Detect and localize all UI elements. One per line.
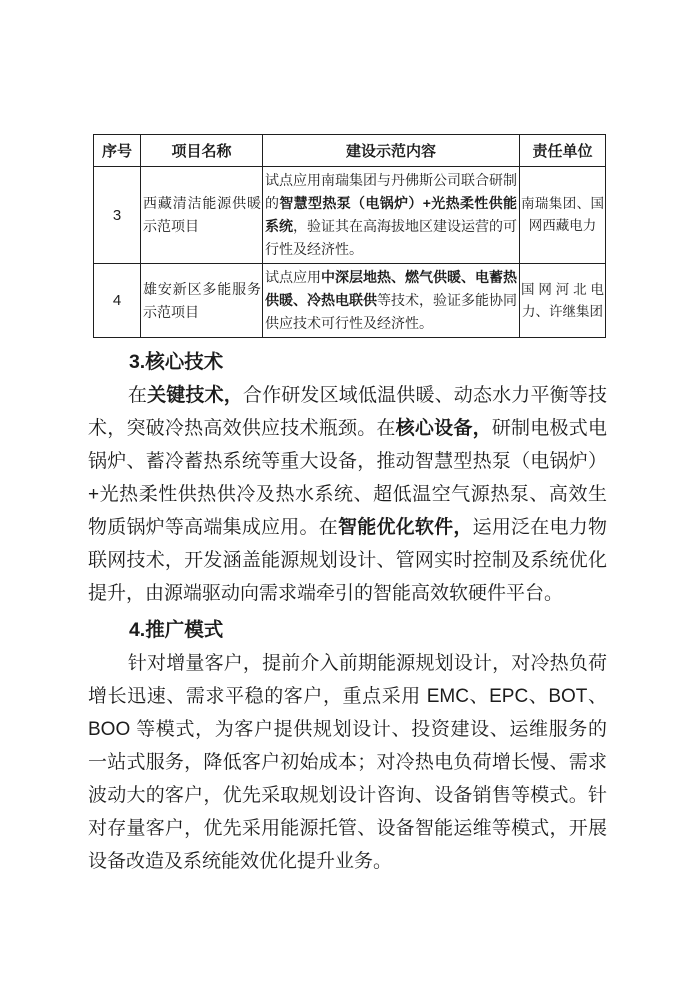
row3-demo-content: 试点应用南瑞集团与丹佛斯公司联合研制的智慧型热泵（电锅炉）+光热柔性供能系统，验证其在高海拔地区建设运营的可行性及经济性。	[263, 167, 520, 264]
row3-seq: 3	[94, 167, 141, 264]
section-heading-promotion-mode: 4.推广模式	[128, 619, 224, 641]
col-header-demo-content: 建设示范内容	[263, 135, 520, 167]
col-header-project-name: 项目名称	[141, 135, 263, 167]
section-heading-core-tech: 3.核心技术	[128, 351, 224, 373]
demo-projects-table-wrap	[93, 134, 606, 338]
paragraph-promotion-mode: 针对增量客户，提前介入前期能源规划设计，对冷热负荷增长迅速、需求平稳的客户，重点采用 EMC、EPC、BOT、BOO 等模式，为客户提供规划设计、投资建设、运维服务的一站式服务，降低客户初始成本；对冷热电负荷增长慢、需求波动大的客户，优先采取规划设计咨询、设备销售等模式。针对存量客户，优先采用能源托管、设备智能运维等模式，开展设备改造及系统能效优化提升业务。	[88, 653, 607, 872]
table-header-row	[94, 135, 606, 167]
document-body	[88, 346, 607, 878]
paragraph-core-tech: 在关键技术，合作研发区域低温供暖、动态水力平衡等技术，突破冷热高效供应技术瓶颈。在核心设备，研制电极式电锅炉、蓄冷蓄热系统等重大设备，推动智慧型热泵（电锅炉）+光热柔性供热供冷及热水系统、超低温空气源热泵、高效生物质锅炉等高端集成应用。在智能优化软件，运用泛在电力物联网技术，开发涵盖能源规划设计、管网实时控制及系统优化提升，由源端驱动向需求端牵引的智能高效软硬件平台。	[88, 385, 607, 604]
row4-responsible-unit: 国网河北电力、许继集团	[520, 264, 606, 338]
col-header-responsible-unit: 责任单位	[520, 135, 606, 167]
col-header-seq: 序号	[94, 135, 141, 167]
row3-project-name: 西藏清洁能源供暖示范项目	[141, 167, 263, 264]
table-row	[94, 167, 606, 264]
row4-demo-content: 试点应用中深层地热、燃气供暖、电蓄热供暖、冷热电联供等技术，验证多能协同供应技术可行性及经济性。	[263, 264, 520, 338]
row3-responsible-unit: 南瑞集团、国网西藏电力	[520, 167, 606, 264]
row4-seq: 4	[94, 264, 141, 338]
demo-projects-table	[93, 134, 606, 338]
table-row	[94, 264, 606, 338]
row4-project-name: 雄安新区多能服务示范项目	[141, 264, 263, 338]
